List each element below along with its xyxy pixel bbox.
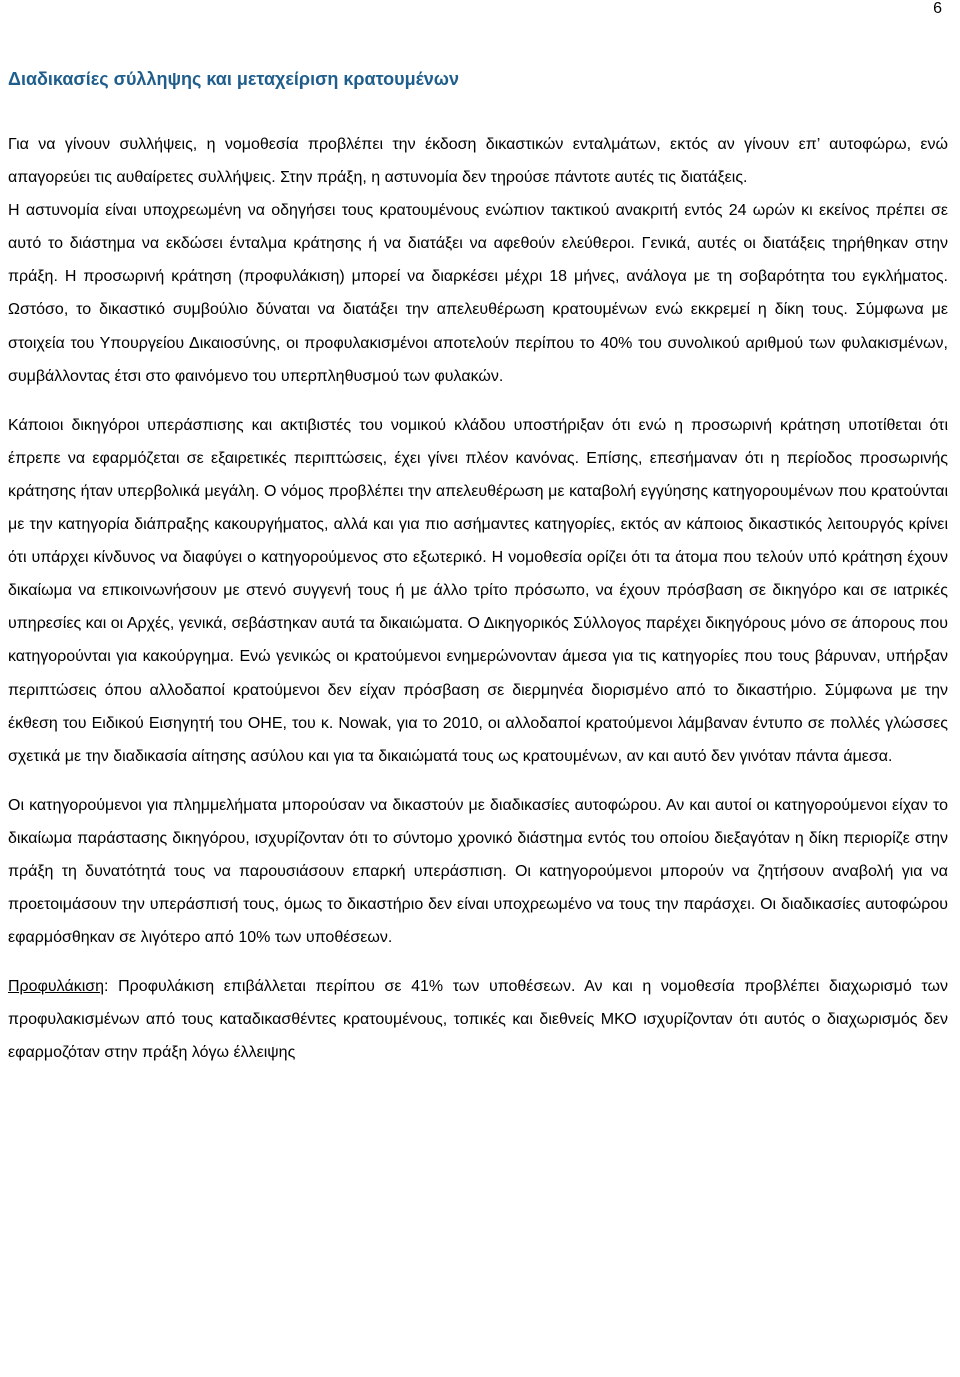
document-body <box>8 128 948 1086</box>
paragraph-remand <box>8 970 948 1069</box>
subsection-label: Προφυλάκιση <box>8 978 105 996</box>
document-page <box>8 0 948 1377</box>
page-number: 6 <box>933 0 942 17</box>
subsection-text: : Προφυλάκιση επιβάλλεται περίπου σε 41% των υποθέσεων. Αν και η νομοθεσία προβλέπει διαχωρισμό των προφυλακισμένων από τους καταδικασθέντες κρατουμένους, τοπικές και διεθνείς ΜΚΟ ισχυρίζονταν ότι αυτός ο διαχωρισμός δεν εφαρμοζόταν στην πράξη λόγω έλλειψης <box>8 978 948 1062</box>
section-title: Διαδικασίες σύλληψης και μεταχείριση κρατουμένων <box>8 69 459 89</box>
paragraph-arrest-warrants: Για να γίνουν συλλήψεις, η νομοθεσία προβλέπει την έκδοση δικαστικών ενταλμάτων, εκτός αν γίνουν επ’ αυτοφώρω, ενώ απαγορεύει τις αυθαίρετες συλλήψεις. Στην πράξη, η αστυνομία δεν τηρούσε πάντοτε αυτές τις διατάξεις. <box>8 136 948 187</box>
paragraph-detention-period: Η αστυνομία είναι υποχρεωμένη να οδηγήσει τους κρατουμένους ενώπιον τακτικού ανακριτή εντός 24 ωρών κι εκείνος πρέπει σε αυτό το διάστημα να εκδώσει ένταλμα κράτησης ή να διατάξει να αφεθούν ελεύθεροι. Γενικά, αυτές οι διατάξεις τηρήθηκαν στην πράξη. Η προσωρινή κράτηση (προφυλάκιση) μπορεί να διαρκέσει μέχρι 18 μήνες, ανάλογα με τη σοβαρότητα του εγκλήματος. Ωστόσο, το δικαστικό συμβούλιο δύναται να διατάξει την απελευθέρωση κρατουμένων ενώ εκκρεμεί η δίκη τους. Σύμφωνα με στοιχεία του Υπουργείου Δικαιοσύνης, οι προφυλακισμένοι αποτελούν περίπου το 40% του συνολικού αριθμού των φυλακισμένων, συμβάλλοντας έτσι στο φαινόμενο του υπερπληθυσμού των φυλακών. <box>8 202 948 385</box>
paragraph-misdemeanor-procedures: Οι κατηγορούμενοι για πλημμελήματα μπορούσαν να δικαστούν με διαδικασίες αυτοφώρου. Αν και αυτοί οι κατηγορούμενοι είχαν το δικαίωμα παράστασης δικηγόρου, ισχυρίζονταν ότι το σύντομο χρονικό διάστημα εντός του οποίου διεξαγόταν η δίκη περιορίζε στην πράξη τη δυνατότητά τους να παρουσιάσουν επαρκή υπεράσπιση. Οι κατηγορούμενοι μπορούν να ζητήσουν αναβολή για να προετοιμάσουν την υπεράσπισή τους, όμως το δικαστήριο δεν είναι υποχρεωμένο να τους την παράσχει. Οι διαδικασίες αυτοφώρου εφαρμόσθηκαν σε λιγότερο από 10% των υποθέσεων. <box>8 796 948 947</box>
paragraph-pretrial-detention: Κάποιοι δικηγόροι υπεράσπισης και ακτιβιστές του νομικού κλάδου υποστήριξαν ότι ενώ η προσωρινή κράτηση υποτίθεται ότι έπρεπε να εφαρμόζεται σε εξαιρετικές περιπτώσεις, έχει γίνει πλέον κανόνας. Επίσης, επεσήμαναν ότι η περίοδος προσωρινής κράτησης ήταν υπερβολικά μεγάλη. Ο νόμος προβλέπει την απελευθέρωση με καταβολή εγγύησης κατηγορουμένων που κρατούνται με την κατηγορία διάπραξης κακουργήματος, αλλά και για πιο ασήμαντες κατηγορίες, εκτός αν κάποιος δικαστικός λειτουργός κρίνει ότι υπάρχει κίνδυνος να διαφύγει ο κατηγορούμενος στο εξωτερικό. Η νομοθεσία ορίζει ότι τα άτομα που τελούν υπό κράτηση έχουν δικαίωμα να επικοινωνήσουν με στενό συγγενή τους ή με άλλο τρίτο πρόσωπο, να έχουν πρόσβαση σε δικηγόρο και σε ιατρικές υπηρεσίες και οι Αρχές, γενικά, σεβάστηκαν αυτά τα δικαιώματα. Ο Δικηγορικός Σύλλογος παρέχει δικηγόρους μόνο σε άπορους που κατηγορούνται για κακούργημα. Ενώ γενικώς οι κρατούμενοι ενημερώνονταν άμεσα για τις κατηγορίες που τους βάρυναν, υπήρξαν περιπτώσεις όπου αλλοδαποί κρατούμενοι δεν είχαν πρόσβαση σε διερμηνέα διορισμένο από το δικαστήριο. Σύμφωνα με την έκθεση του Ειδικού Εισηγητή του ΟΗΕ, του κ. Nowak, για το 2010, οι αλλοδαποί κρατούμενοι λάμβαναν έντυπο σε πολλές γλώσσες σχετικά με την διαδικασία αίτησης ασύλου και για τα δικαιώματά τους ως κρατουμένων, αν και αυτό δεν γινόταν πάντα άμεσα. <box>8 416 948 765</box>
